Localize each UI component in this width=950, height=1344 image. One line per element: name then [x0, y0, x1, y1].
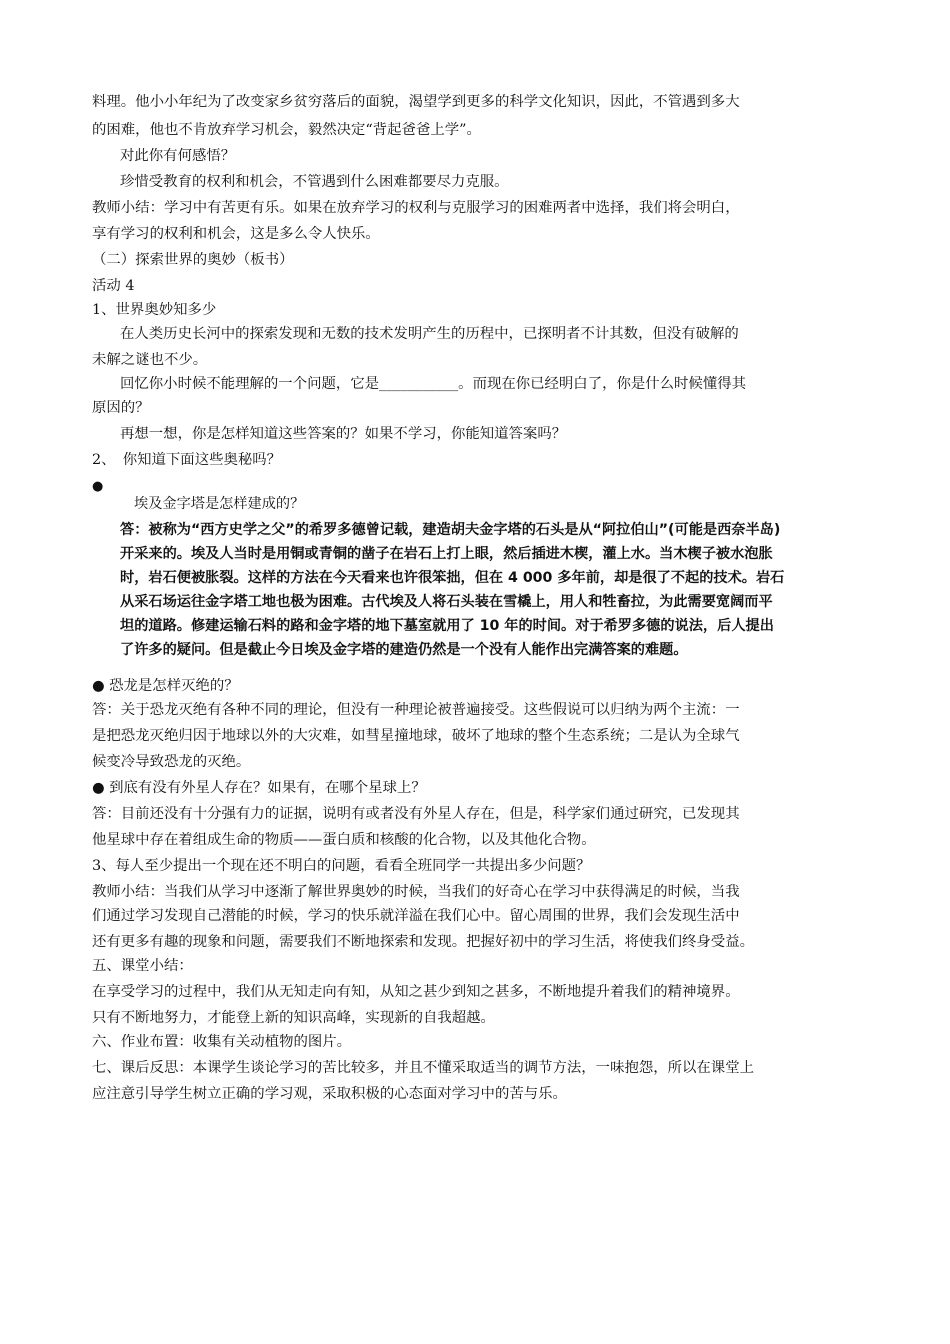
question-text: ● 到底有没有外星人存在？如果有，在哪个星球上？	[92, 780, 426, 796]
pyramid-answer-line: 了许多的疑问。但是截止今日埃及金字塔的建造仍然是一个没有人能作出完满答案的难题。	[120, 642, 688, 658]
answer-text: 候变冷导致恐龙的灭绝。	[92, 754, 251, 770]
answer-text: 答：目前还没有十分强有力的证据，说明有或者没有外星人存在，但是，科学家们通过研究，已发现其	[92, 806, 740, 822]
paragraph-line: 的困难，他也不肯放弃学习机会，毅然决定“背起爸爸上学”。	[92, 122, 481, 138]
answer-text: 答：关于恐龙灭绝有各种不同的理论，但没有一种理论被普遍接受。这些假说可以归纳为两个主流：一	[92, 702, 740, 718]
paragraph-line: 在享受学习的过程中，我们从无知走向有知，从知之甚少到知之甚多，不断地提升着我们的精神境界。	[92, 984, 740, 1000]
pyramid-question: 埃及金字塔是怎样建成的？	[134, 496, 305, 512]
paragraph-line: 再想一想，你是怎样知道这些答案的？如果不学习，你能知道答案吗？	[120, 426, 567, 442]
pyramid-answer-line: 坦的道路。修建运输石料的路和金字塔的地下墓室就用了 10 年的时间。对于希罗多德的说法，后人提出	[120, 618, 774, 634]
teacher-summary: 教师小结：当我们从学习中逐渐了解世界奥妙的时候，当我们的好奇心在学习中获得满足的时候，当我	[92, 884, 740, 900]
paragraph-line: 只有不断地努力，才能登上新的知识高峰，实现新的自我超越。	[92, 1010, 495, 1026]
paragraph-line: 应注意引导学生树立正确的学习观，采取积极的心态面对学习中的苦与乐。	[92, 1086, 567, 1102]
activity-heading: 活动 4	[92, 278, 135, 294]
paragraph-line: 回忆你小时候不能理解的一个问题，它是___________。而现在你已经明白了，你是什么时候懂得其	[120, 376, 746, 392]
answer-text: 他星球中存在着组成生命的物质——蛋白质和核酸的化合物，以及其他化合物。	[92, 832, 596, 848]
teacher-summary: 们通过学习发现自己潜能的时候，学习的快乐就洋溢在我们心中。留心周围的世界，我们会发现生活中	[92, 908, 740, 924]
paragraph-line: 在人类历史长河中的探索发现和无数的技术发明产生的历程中，已探明者不计其数，但没有破解的	[120, 326, 739, 342]
subheading: 3、每人至少提出一个现在还不明白的问题，看看全班同学一共提出多少问题？	[92, 858, 591, 874]
paragraph-line: 料理。他小小年纪为了改变家乡贫穷落后的面貌，渴望学到更多的科学文化知识，因此，不管遇到多大	[92, 94, 740, 110]
section-heading: 七、课后反思：本课学生谈论学习的苦比较多，并且不懂采取适当的调节方法，一味抱怨，所以在课堂上	[92, 1060, 754, 1076]
paragraph-line: 原因的？	[92, 400, 150, 416]
pyramid-answer-line: 开采来的。埃及人当时是用铜或青铜的凿子在岩石上打上眼，然后插进木楔，灌上水。当木楔子被水泡胀	[120, 546, 773, 562]
question-text: ● 恐龙是怎样灭绝的？	[92, 678, 239, 694]
pyramid-question-image	[112, 492, 872, 666]
teacher-summary: 还有更多有趣的现象和问题，需要我们不断地探索和发现。把握好初中的学习生活，将使我们终身受益。	[92, 934, 754, 950]
subheading: 1、世界奥妙知多少	[92, 302, 217, 318]
pyramid-answer-line: 答：被称为“西方史学之父”的希罗多德曾记载，建造胡夫金字塔的石头是从“阿拉伯山”(可能是西奈半岛)	[120, 522, 781, 538]
section-heading: （二）探索世界的奥妙（板书）	[92, 252, 294, 268]
teacher-summary: 享有学习的权利和机会，这是多么令人快乐。	[92, 226, 380, 242]
answer-text: 珍惜受教育的权利和机会，不管遇到什么困难都要尽力克服。	[120, 174, 509, 190]
pyramid-answer-line: 时，岩石便被胀裂。这样的方法在今天看来也许很笨拙，但在 4 000 多年前，却是很了不起的技术。岩石	[120, 570, 785, 586]
teacher-summary: 教师小结：学习中有苦更有乐。如果在放弃学习的权利与克服学习的困难两者中选择，我们将会明白，	[92, 200, 740, 216]
section-heading: 六、作业布置：收集有关动植物的图片。	[92, 1034, 352, 1050]
bullet-marker: ●	[92, 479, 104, 494]
answer-text: 是把恐龙灭绝归因于地球以外的大灾难，如彗星撞地球，破坏了地球的整个生态系统；二是认为全球气	[92, 728, 740, 744]
paragraph-line: 未解之谜也不少。	[92, 352, 208, 368]
question-text: 对此你有何感悟？	[120, 148, 236, 164]
pyramid-answer-line: 从采石场运往金字塔工地也极为困难。古代埃及人将石头装在雪橇上，用人和牲畜拉，为此需要宽阔而平	[120, 594, 773, 610]
subheading: 2、 你知道下面这些奥秘吗？	[92, 452, 282, 468]
section-heading: 五、课堂小结：	[92, 958, 193, 974]
